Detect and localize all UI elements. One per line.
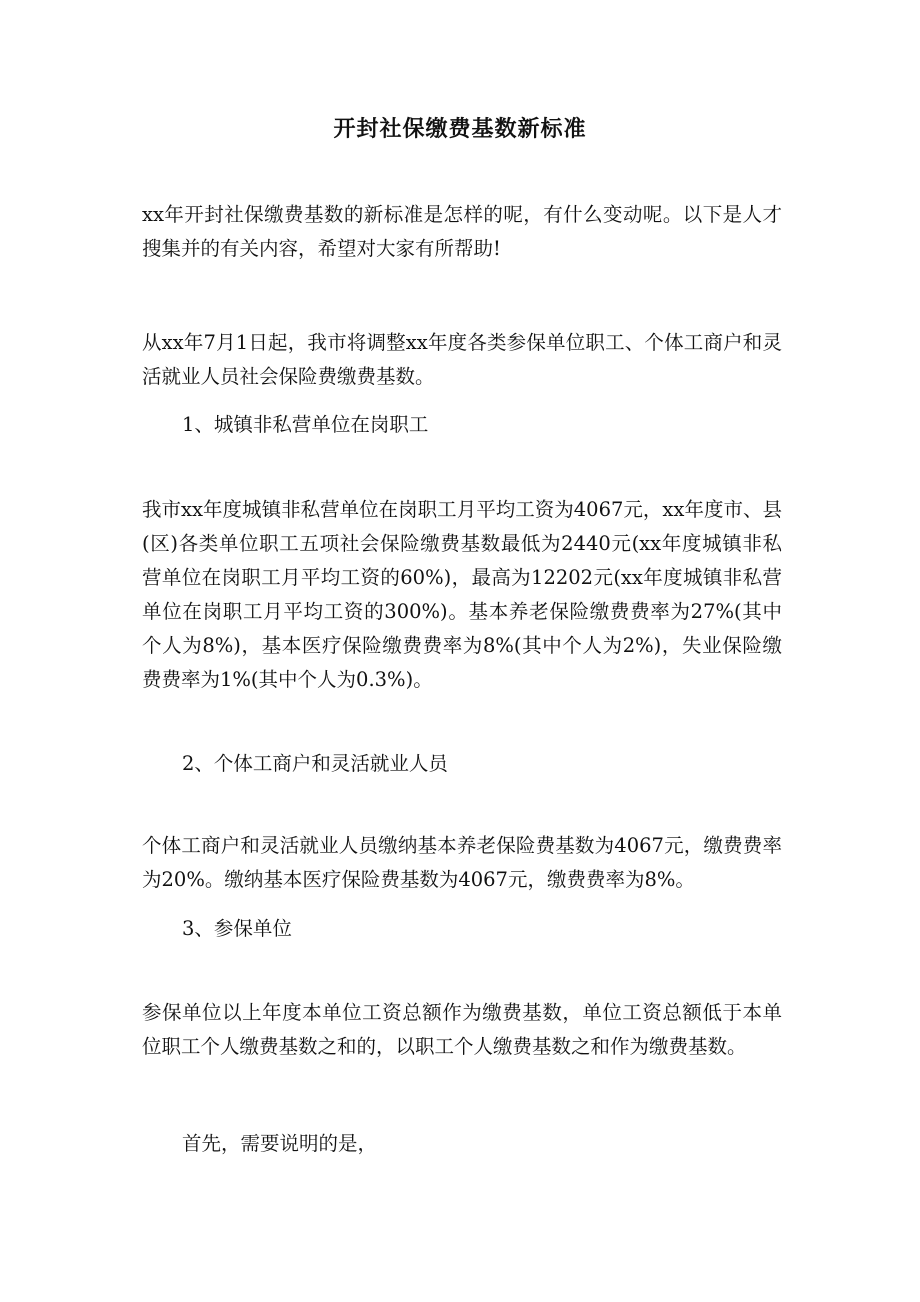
section-heading-1: 1、城镇非私营单位在岗职工 xyxy=(182,413,429,436)
intro-paragraph: xx年开封社保缴费基数的新标准是怎样的呢，有什么变动呢。以下是人才搜集并的有关内容，希望对大家有所帮助! xyxy=(142,203,782,260)
closing-line: 首先，需要说明的是， xyxy=(182,1132,378,1155)
document-title: 开封社保缴费基数新标准 xyxy=(333,116,587,142)
section-heading-3: 3、参保单位 xyxy=(182,917,292,940)
section-paragraph-2: 个体工商户和灵活就业人员缴纳基本养老保险费基数为4067元，缴费费率为20%。缴纳基本医疗保险费基数为4067元，缴费费率为8%。 xyxy=(142,834,782,891)
adjustment-paragraph: 从xx年7月1日起，我市将调整xx年度各类参保单位职工、个体工商户和灵活就业人员社会保险费缴费基数。 xyxy=(142,331,782,388)
section-paragraph-1: 我市xx年度城镇非私营单位在岗职工月平均工资为4067元，xx年度市、县(区)各类单位职工五项社会保险缴费基数最低为2440元(xx年度城镇非私营单位在岗职工月平均工资的60%)，最高为12202元(xx年度城镇非私营单位在岗职工月平均工资的300%)。基本养老保险缴费费率为27%(其中个人为8%)，基本医疗保险缴费费率为8%(其中个人为2%)，失业保险缴费费率为1%(其中个人为0.3%)。 xyxy=(142,498,782,691)
section-paragraph-3: 参保单位以上年度本单位工资总额作为缴费基数，单位工资总额低于本单位职工个人缴费基数之和的，以职工个人缴费基数之和作为缴费基数。 xyxy=(142,1001,782,1058)
section-heading-2: 2、个体工商户和灵活就业人员 xyxy=(182,752,448,775)
